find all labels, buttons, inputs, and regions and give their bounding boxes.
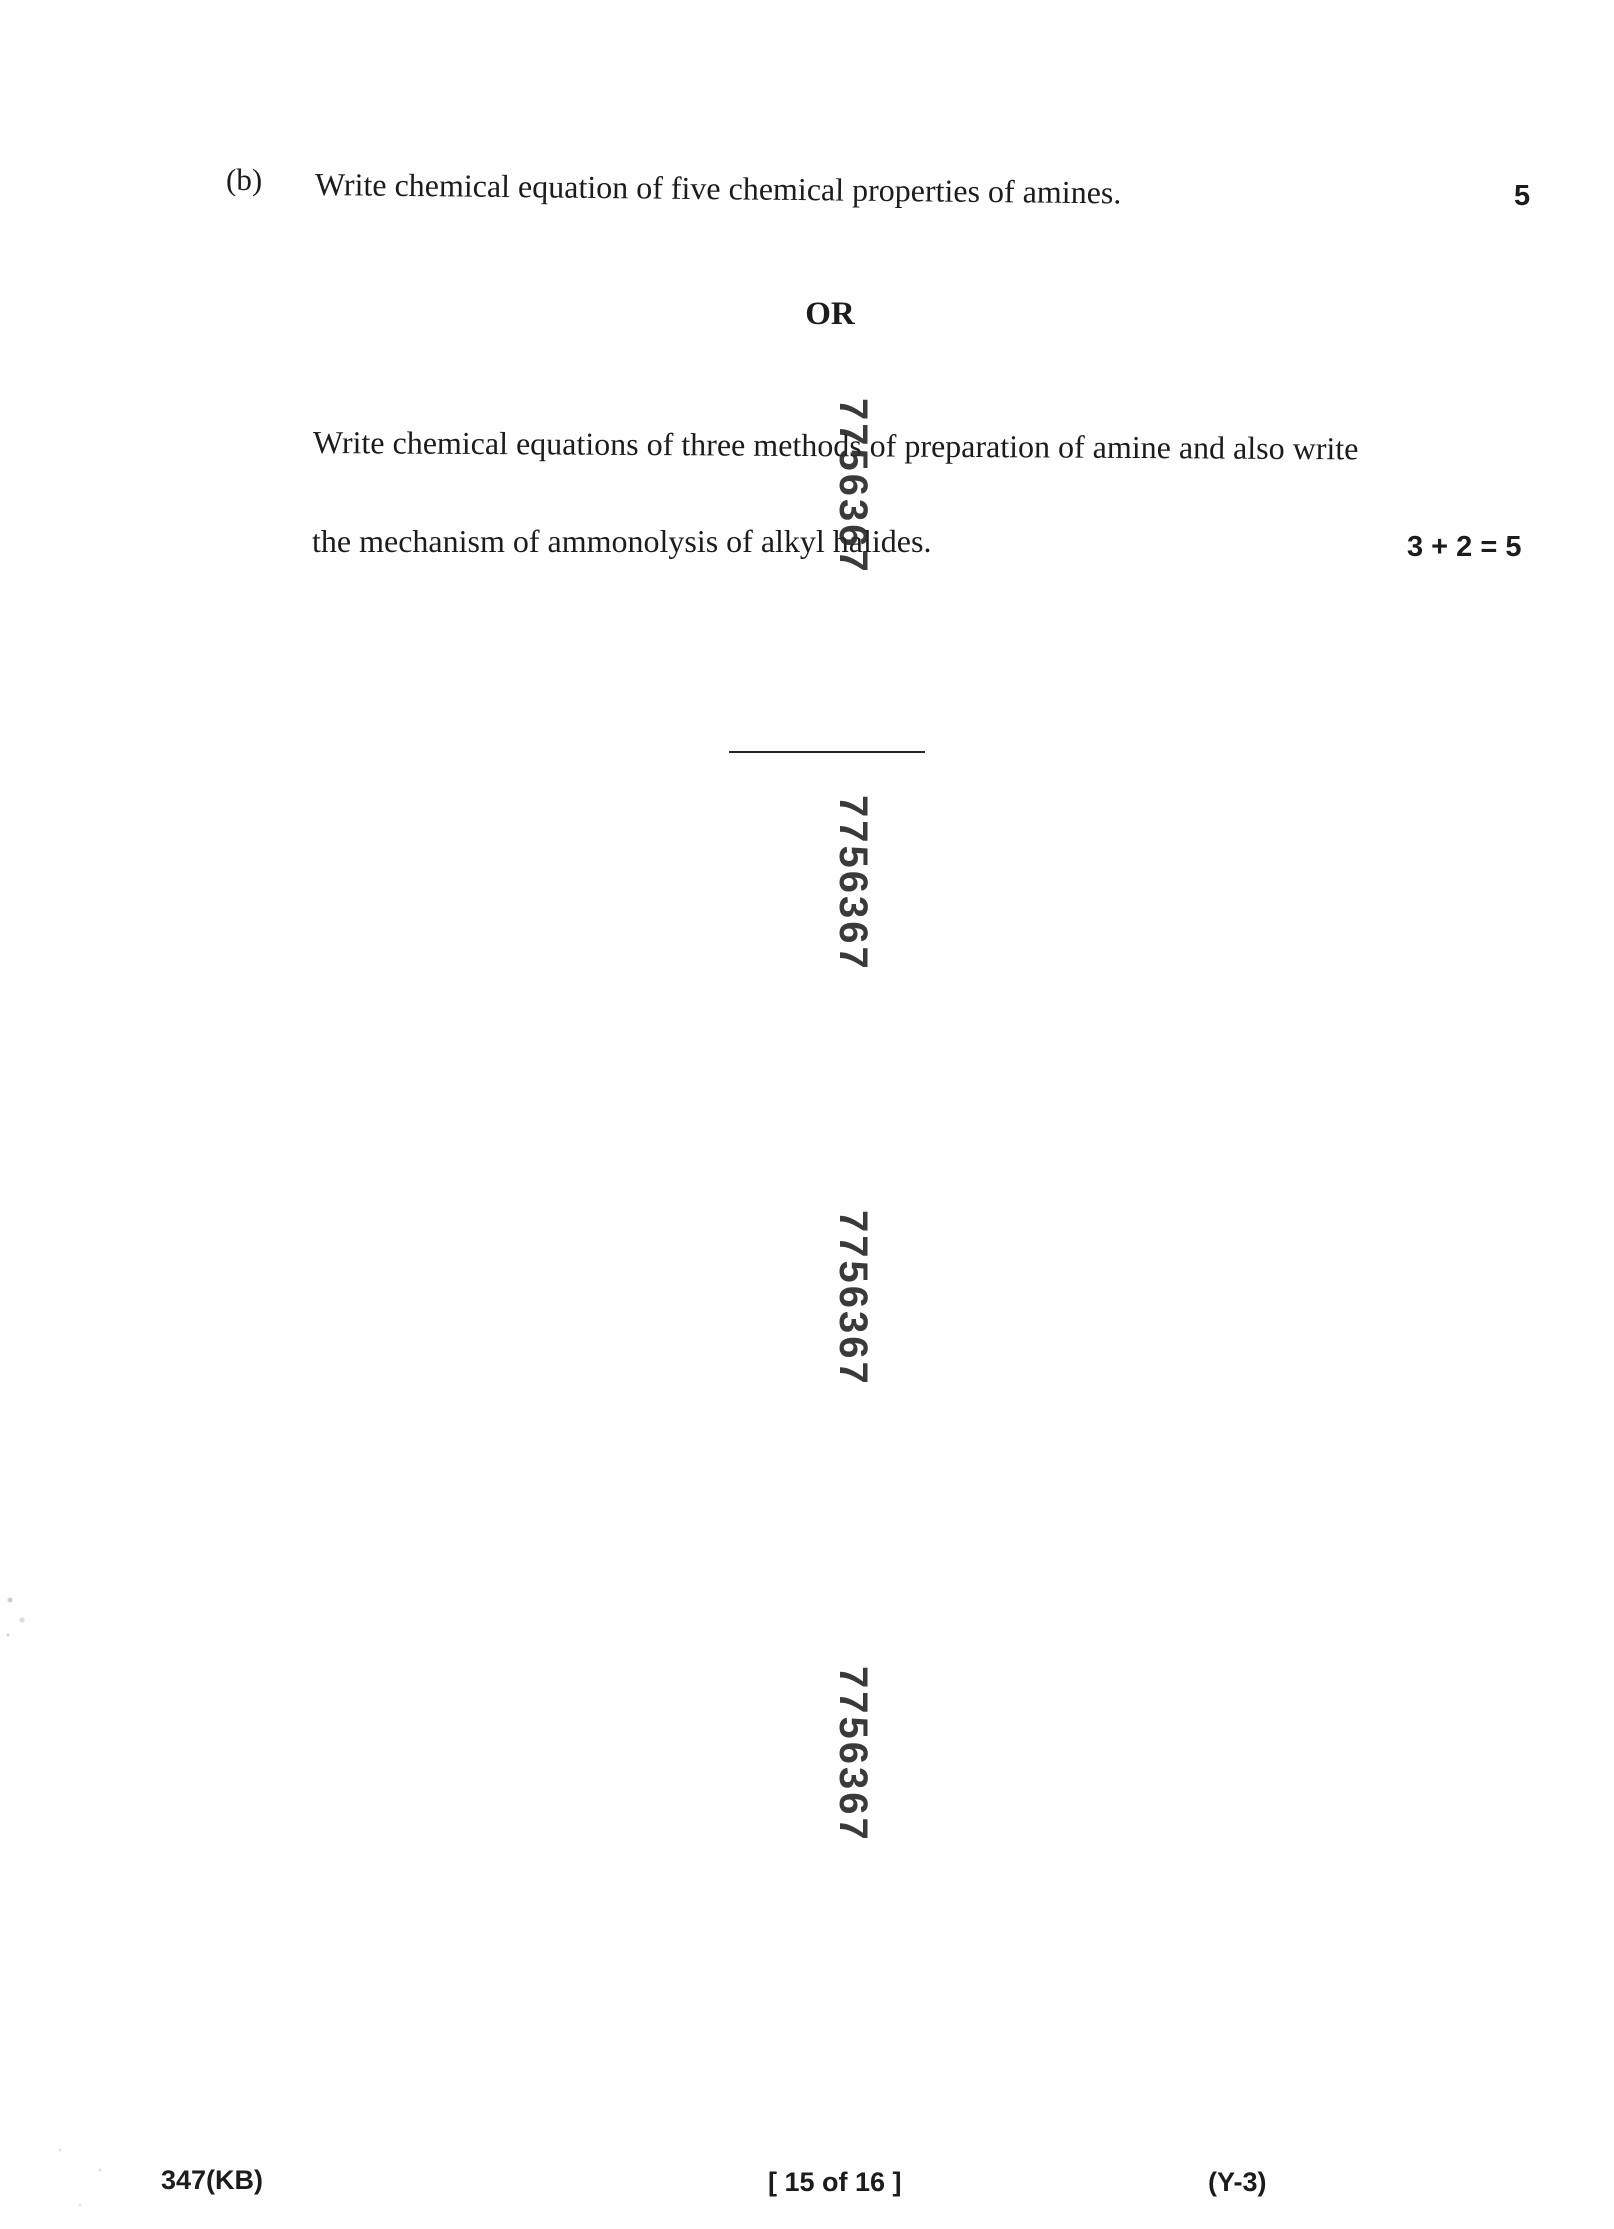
serial-number-stamp: 7756367 <box>831 1666 875 1843</box>
scan-artifact <box>0 1580 40 1650</box>
end-of-section-line <box>729 751 925 753</box>
question-marks: 5 <box>1514 180 1531 212</box>
serial-number-stamp: 7756367 <box>831 1210 875 1387</box>
alternative-question-marks: 3 + 2 = 5 <box>1407 531 1522 563</box>
alternative-question-line-2: the mechanism of ammonolysis of alkyl halides. <box>312 523 932 559</box>
question-text: Write chemical equation of five chemical properties of amines. <box>314 166 1122 211</box>
or-separator: OR <box>805 296 855 332</box>
serial-number-stamp: 7756367 <box>831 795 875 972</box>
alternative-question-line-1: Write chemical equations of three methods of preparation of amine and also write <box>312 424 1359 467</box>
page-number: [ 15 of 16 ] <box>768 2167 902 2197</box>
question-label: (b) <box>226 162 263 197</box>
scan-artifact <box>40 2120 130 2220</box>
paper-set: (Y-3) <box>1208 2167 1267 2197</box>
serial-number-stamp: 7756367 <box>831 398 875 575</box>
paper-code: 347(KB) <box>161 2165 264 2195</box>
